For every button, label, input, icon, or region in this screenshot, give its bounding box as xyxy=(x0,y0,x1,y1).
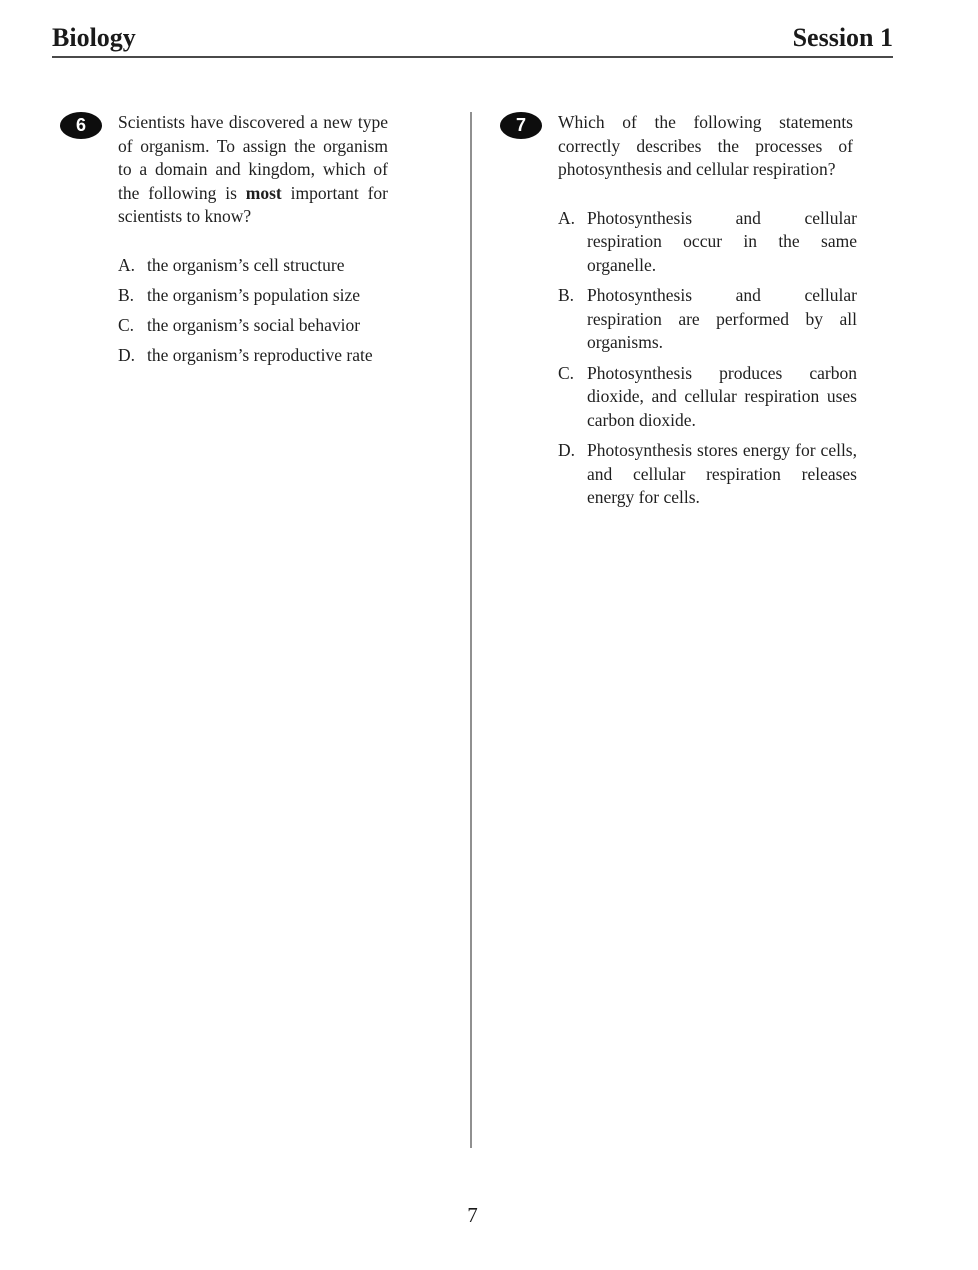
question-6-option-a xyxy=(118,254,440,278)
option-letter: D. xyxy=(558,440,576,460)
option-text: the organism’s cell structure xyxy=(147,254,345,275)
question-7-option-d xyxy=(558,439,940,510)
option-text: Photosynthesis and cellular respiration are performed by all organisms. xyxy=(587,285,857,352)
option-text: the organism’s social behavior xyxy=(147,314,361,335)
option-text: the organism’s population size xyxy=(147,284,361,305)
option-letter: A. xyxy=(558,207,576,228)
header-subject-title: Biology xyxy=(52,23,136,52)
option-text: Photosynthesis stores energy for cells, and cellular respiration releases energy for cells. xyxy=(587,440,857,507)
question-6-text-after: important for scientists to know? xyxy=(118,182,389,226)
question-6 xyxy=(60,111,440,374)
question-6-text-before: Scientists have discovered a new type of organism. To assign the organism to a domain and kingdom, which of the following is xyxy=(118,112,388,203)
option-letter: C. xyxy=(118,314,135,335)
question-6-option-c xyxy=(118,314,440,338)
question-7 xyxy=(500,111,940,517)
question-7-number-badge: 7 xyxy=(500,112,542,139)
column-divider xyxy=(470,112,472,1148)
option-letter: D. xyxy=(118,344,136,365)
header-session-title: Session 1 xyxy=(792,23,893,52)
page-header xyxy=(52,24,893,58)
question-6-option-d xyxy=(118,344,440,368)
option-text: Photosynthesis and cellular respiration occur in the same organelle. xyxy=(587,207,857,275)
option-text: Photosynthesis produces carbon dioxide, and cellular respiration uses carbon dioxide. xyxy=(587,362,857,430)
question-6-options xyxy=(118,254,440,368)
question-6-number-badge: 6 xyxy=(60,112,102,139)
option-letter: A. xyxy=(118,254,136,275)
question-7-option-c xyxy=(558,362,940,433)
question-7-options xyxy=(558,207,940,510)
question-7-option-b xyxy=(558,284,940,355)
option-text: the organism’s reproductive rate xyxy=(147,344,373,365)
option-letter: B. xyxy=(118,284,135,305)
question-6-text-bold: most xyxy=(245,182,282,203)
option-letter: B. xyxy=(558,285,575,305)
page-number: 7 xyxy=(467,1203,478,1227)
question-6-text xyxy=(118,111,388,229)
question-7-text: Which of the following statements correctly describes the processes of photosynthesis and cellular respiration? xyxy=(558,112,853,179)
question-7-option-a xyxy=(558,207,940,278)
option-letter: C. xyxy=(558,362,575,383)
question-6-option-b xyxy=(118,284,440,308)
